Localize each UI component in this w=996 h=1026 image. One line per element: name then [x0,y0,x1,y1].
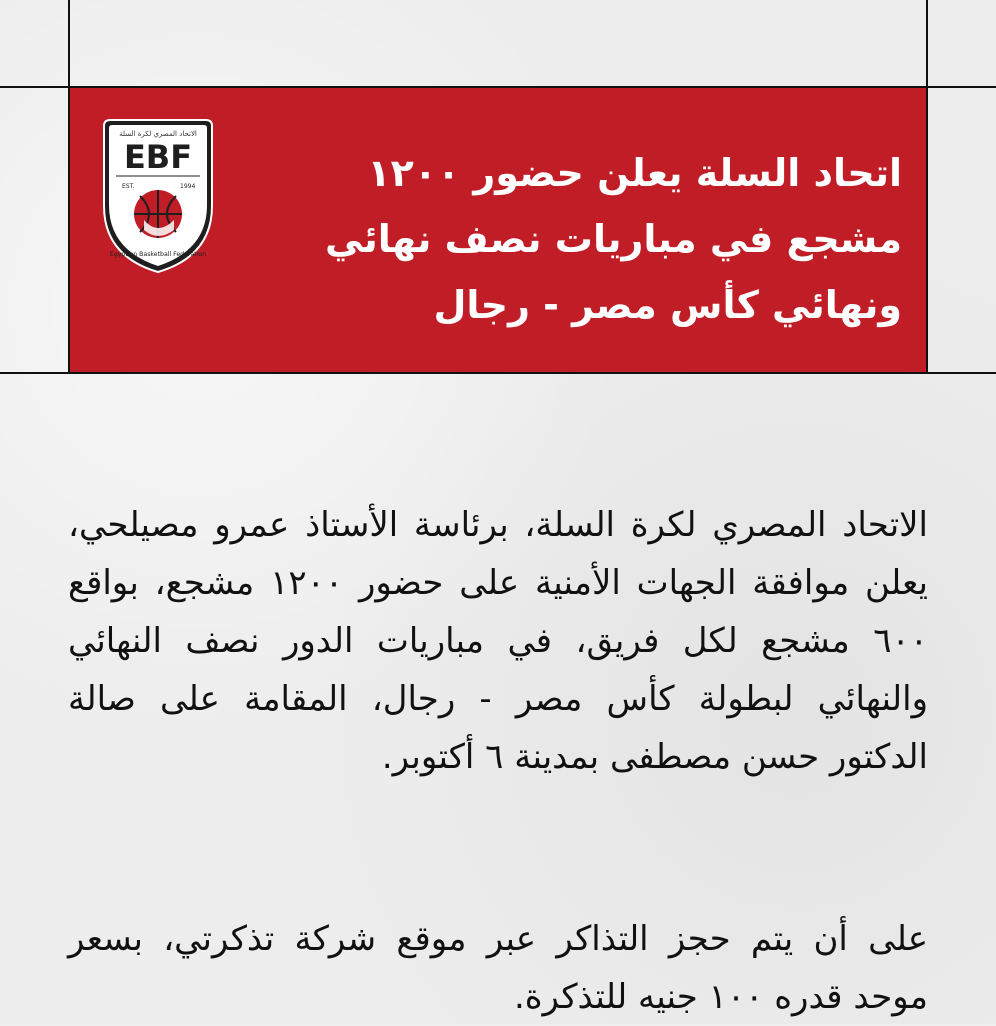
basketball-icon [134,190,182,238]
body-paragraph-2: على أن يتم حجز التذاكر عبر موقع شركة تذكرتي، بسعر موحد قدره ١٠٠ جنيه للتذكرة. [68,919,928,1017]
logo-letters: EBF [123,138,193,176]
logo-year: 1994 [180,183,196,190]
body-paragraph-1: الاتحاد المصري لكرة السلة، برئاسة الأستاذ عمرو مصيلحي، يعلن موافقة الجهات الأمنية على حضور ١٢٠٠ مشجع، بواقع ٦٠٠ مشجع لكل فريق، في مباريات الدور نصف النهائي والنهائي لبطولة كأس مصر - رجال، المقامة على صالة الدكتور حسن مصطفى بمدينة ٦ أكتوبر. [68,505,928,777]
header-banner [68,86,928,374]
headline: اتحاد السلة يعلن حضور ١٢٠٠ مشجع في مباريات نصف نهائي ونهائي كأس مصر - رجال [325,151,902,327]
logo-top-text: الاتحاد المصري لكرة السلة [119,130,197,138]
logo-ring-text: Egyptian Basketball Federation [109,251,207,258]
logo-est-label: EST. [122,183,135,190]
ebf-logo [100,116,216,276]
